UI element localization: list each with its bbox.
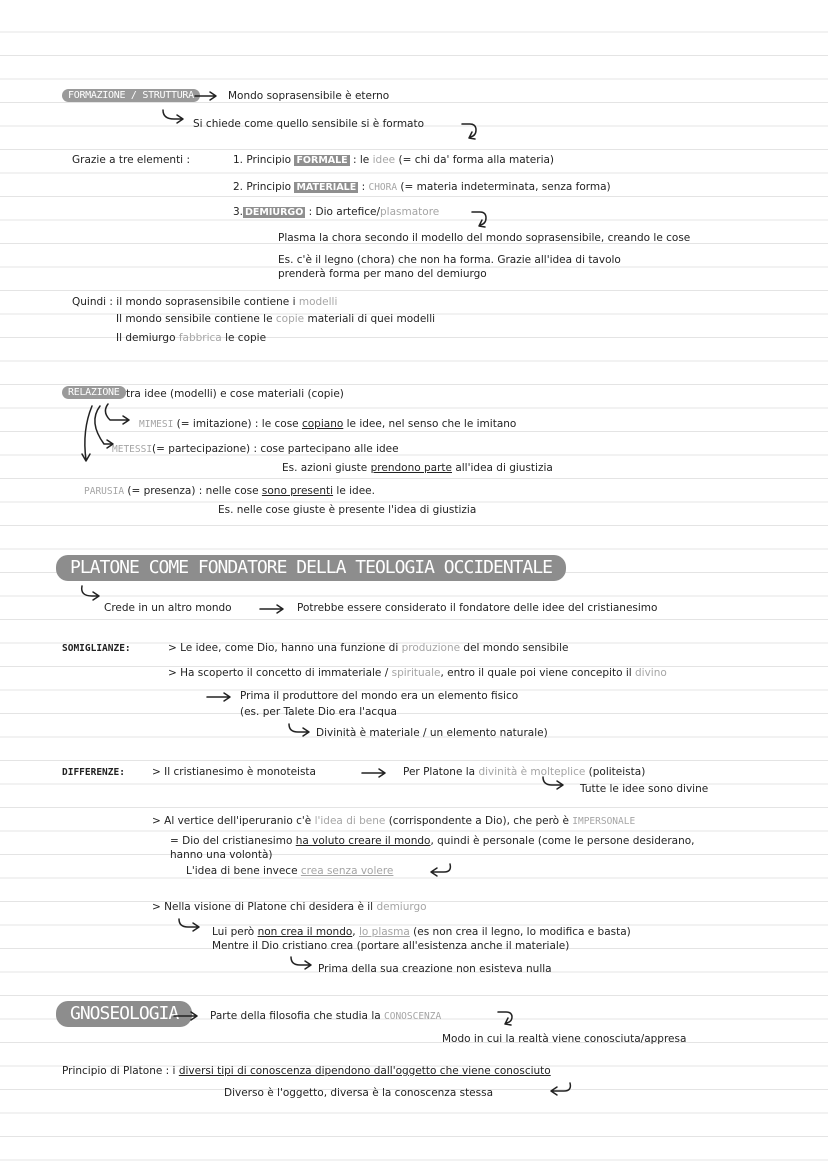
note-line: Lui però non crea il mondo, lo plasma (es non crea il legno, lo modifica e basta): [212, 926, 631, 938]
list-item: > Le idee, come Dio, hanno una funzione di produzione del mondo sensibile: [168, 642, 569, 654]
label-differenze: DIFFERENZE:: [62, 767, 125, 778]
note-line: PARUSIA (= presenza) : nelle cose sono presenti le idee.: [84, 485, 375, 497]
right-arrow-icon: [205, 691, 233, 703]
note-line: METESSI(= partecipazione) : cose partecipano alle idee: [112, 443, 399, 455]
curved-down-arrow-icon: [468, 208, 492, 234]
curved-arrow-icon: [176, 918, 204, 934]
curved-arrow-icon: [288, 956, 316, 972]
note-line: prenderà forma per mano del demiurgo: [278, 268, 487, 280]
right-arrow-icon: [193, 90, 219, 102]
section-tag-formazione: FORMAZIONE / STRUTTURA: [62, 89, 200, 102]
note-line: Diverso è l'oggetto, diversa è la conoscenza stessa: [224, 1087, 494, 1099]
list-item: > Il cristianesimo è monoteista: [152, 766, 316, 778]
note-line: Mentre il Dio cristiano crea (portare all'esistenza anche il materiale): [212, 940, 570, 952]
note-line: Si chiede come quello sensibile si è formato: [193, 118, 425, 130]
note-line: MIMESI (= imitazione) : le cose copiano le idee, nel senso che le imitano: [139, 418, 517, 430]
right-arrow-icon: [360, 767, 388, 779]
note-line: Es. c'è il legno (chora) che non ha forma. Grazie all'idea di tavolo: [278, 254, 621, 266]
curved-arrow-icon: [540, 776, 568, 792]
curved-down-arrow-icon: [458, 120, 482, 146]
note-line: Parte della filosofia che studia la CONOSCENZA: [210, 1010, 442, 1022]
note-line: Plasma la chora secondo il modello del mondo soprasensibile, creando le cose: [278, 232, 691, 244]
list-item: > Nella visione di Platone chi desidera è il demiurgo: [152, 901, 427, 913]
curved-down-arrow-icon: [494, 1008, 518, 1032]
note-line: Potrebbe essere considerato il fondatore delle idee del cristianesimo: [297, 602, 658, 614]
note-line: = Dio del cristianesimo ha voluto creare il mondo, quindi è personale (come le persone desiderano,: [170, 835, 695, 847]
list-item: 2. Principio MATERIALE : CHORA (= materia indeterminata, senza forma): [233, 181, 611, 193]
note-line: Per Platone la divinità è molteplice (politeista): [403, 766, 646, 778]
list-item: > Ha scoperto il concetto di immateriale / spirituale, entro il quale poi viene concepito il divino: [168, 667, 667, 679]
note-line: Il mondo sensibile contiene le copie materiali di quei modelli: [116, 313, 436, 325]
curved-back-arrow-icon: [428, 862, 456, 878]
curved-arrow-icon: [160, 108, 186, 124]
note-line: tra idee (modelli) e cose materiali (copie): [126, 388, 344, 400]
section-title-teologia: PLATONE COME FONDATORE DELLA TEOLOGIA OCCIDENTALE: [56, 555, 566, 581]
section-tag-relazione: RELAZIONE: [62, 386, 126, 399]
curved-arrow-icon: [78, 584, 104, 602]
note-line: Modo in cui la realtà viene conosciuta/appresa: [442, 1033, 687, 1045]
section-title-gnoseologia: GNOSEOLOGIA: [56, 1001, 192, 1027]
note-line: Crede in un altro mondo: [104, 602, 232, 614]
right-arrow-icon: [172, 1010, 200, 1022]
note-label: Grazie a tre elementi :: [72, 154, 190, 166]
list-item: 1. Principio FORMALE : le idee (= chi da' forma alla materia): [233, 154, 555, 166]
list-item: > Al vertice dell'iperuranio c'è l'idea di bene (corrispondente a Dio), che però è IMPERSONALE: [152, 815, 636, 827]
curved-arrow-icon: [286, 722, 314, 738]
note-line: Es. azioni giuste prendono parte all'idea di giustizia: [282, 462, 553, 474]
note-line: Prima della sua creazione non esisteva nulla: [318, 963, 552, 975]
right-arrow-icon: [258, 603, 286, 615]
note-line: hanno una volontà): [170, 849, 273, 861]
note-line: Es. nelle cose giuste è presente l'idea di giustizia: [218, 504, 477, 516]
note-line: L'idea di bene invece crea senza volere: [186, 865, 394, 877]
curved-back-arrow-icon: [548, 1081, 576, 1097]
list-item: 3. DEMIURGO : Dio artefice/plasmatore: [233, 206, 440, 218]
note-line: Prima il produttore del mondo era un elemento fisico: [240, 690, 519, 702]
note-line: Il demiurgo fabbrica le copie: [116, 332, 267, 344]
note-line: Mondo soprasensibile è eterno: [228, 90, 390, 102]
note-line: Principio di Platone : i diversi tipi di conoscenza dipendono dall'oggetto che viene conosciuto: [62, 1065, 551, 1077]
note-line: (es. per Talete Dio era l'acqua: [240, 706, 397, 718]
branching-arrows-icon: [78, 400, 138, 470]
note-line: Divinità è materiale / un elemento naturale): [316, 727, 548, 739]
label-somiglianze: SOMIGLIANZE:: [62, 643, 131, 654]
note-line: Tutte le idee sono divine: [580, 783, 709, 795]
note-line: Quindi : il mondo soprasensibile contiene i modelli: [72, 296, 338, 308]
